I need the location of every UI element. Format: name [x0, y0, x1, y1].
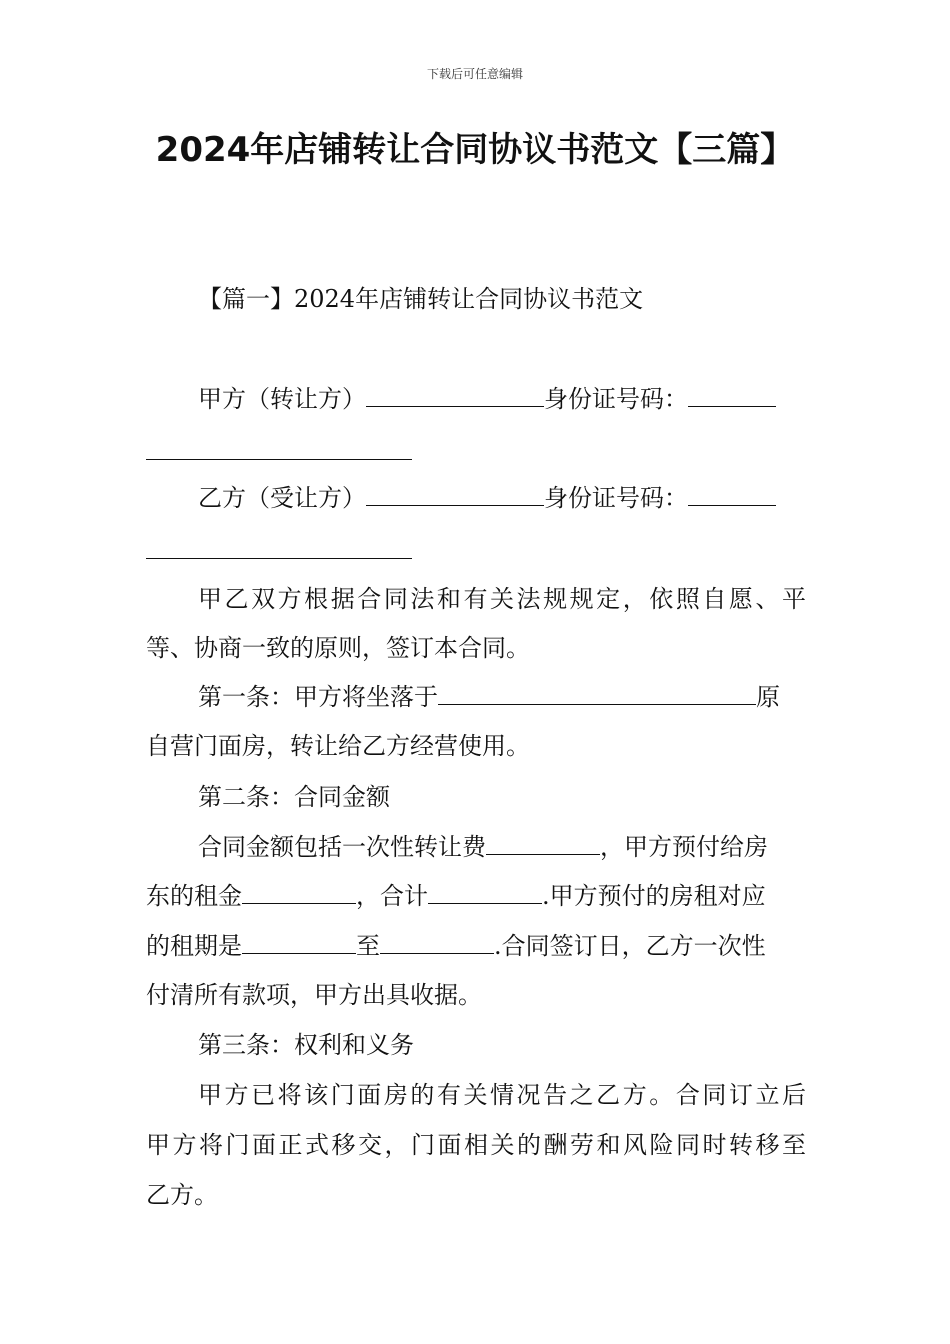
document-title: 2024年店铺转让合同协议书范文【三篇】 [155, 130, 795, 170]
article-2-text: .合同签订日，乙方一次性 [494, 932, 766, 960]
intro-line-1: 甲乙双方根据合同法和有关法规规定，依照自愿、平 [198, 585, 806, 613]
article-3-line-1: 甲方已将该门面房的有关情况告之乙方。合同订立后 [198, 1081, 806, 1109]
article-2-text: ，合计 [356, 882, 428, 910]
article-3-line-2: 甲方将门面正式移交，门面相关的酬劳和风险同时转移至 [146, 1131, 806, 1159]
article-2-text: ，甲方预付给房 [600, 833, 768, 861]
party-a-id-blank-continued [146, 459, 412, 460]
party-b-label: 乙方（受让方） [198, 484, 366, 512]
transfer-fee-blank [486, 830, 600, 855]
party-a-name-blank [366, 382, 544, 407]
party-a-label: 甲方（转让方） [198, 385, 366, 413]
article-2-text: 至 [356, 932, 380, 960]
article-2-text: .甲方预付的房租对应 [542, 882, 766, 910]
party-b-line [198, 480, 806, 516]
article-2-text: 的租期是 [146, 932, 242, 960]
article-1-line-1 [198, 679, 806, 715]
total-blank [428, 879, 542, 904]
article-2-line-2 [146, 878, 806, 914]
article-2-heading: 第二条：合同金额 [198, 783, 390, 811]
article-3-line-3: 乙方。 [146, 1181, 218, 1209]
article-1-location-blank [438, 680, 756, 705]
party-b-id-label: 身份证号码： [544, 484, 688, 512]
party-b-name-blank [366, 481, 544, 506]
rent-blank [242, 879, 356, 904]
party-a-id-label: 身份证号码： [544, 385, 688, 413]
article-1-suffix: 原 [756, 683, 780, 711]
article-2-line-4: 付清所有款项，甲方出具收据。 [146, 981, 482, 1009]
article-2-line-3 [146, 928, 806, 964]
party-b-id-blank [688, 481, 776, 506]
article-3-heading: 第三条：权利和义务 [198, 1031, 414, 1059]
section-title: 【篇一】2024年店铺转让合同协议书范文 [198, 285, 644, 313]
header-note: 下载后可任意编辑 [426, 67, 523, 81]
article-2-line-1 [198, 829, 806, 865]
party-a-line [198, 381, 806, 417]
article-1-prefix: 第一条：甲方将坐落于 [198, 683, 438, 711]
party-a-id-blank [688, 382, 776, 407]
article-2-text: 合同金额包括一次性转让费 [198, 833, 486, 861]
article-1-line-2: 自营门面房，转让给乙方经营使用。 [146, 732, 530, 760]
intro-line-2: 等、协商一致的原则，签订本合同。 [146, 634, 530, 662]
article-2-text: 东的租金 [146, 882, 242, 910]
lease-start-blank [242, 929, 356, 954]
party-b-id-blank-continued [146, 558, 412, 559]
lease-end-blank [380, 929, 494, 954]
